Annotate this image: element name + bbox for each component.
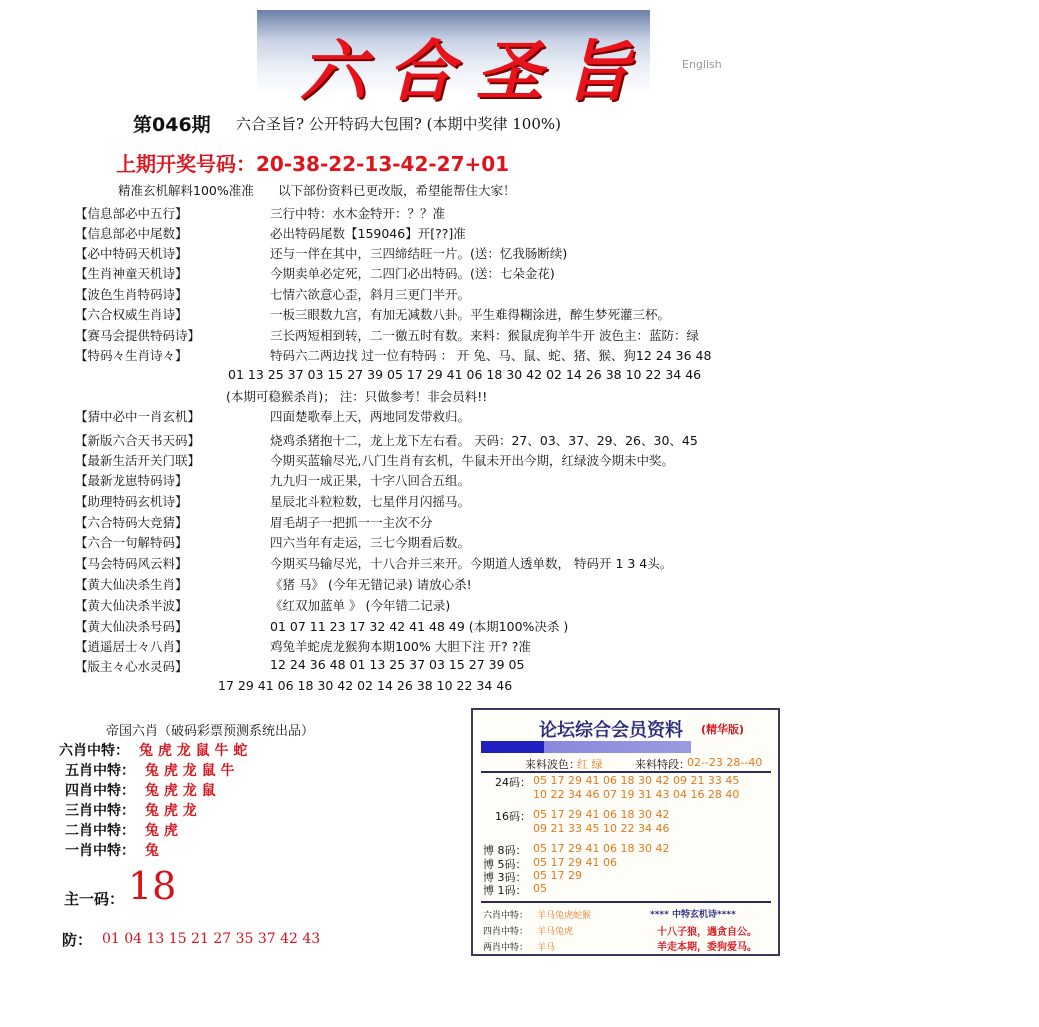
forum-line-label: 16码：	[495, 810, 531, 823]
zodiac-pick-label: 二肖中特：	[65, 823, 135, 839]
zodiac-pick-label: 一肖中特：	[65, 843, 135, 859]
tip-label: 【赛马会提供特码诗】	[75, 328, 201, 343]
forum-title: 论坛综合会员资料	[539, 720, 683, 741]
tip-value: 必出特码尾数【159046】开[??]准	[270, 226, 466, 241]
zodiac-pick-value: 兔 虎 龙 鼠 牛	[145, 763, 235, 779]
tip-label: 【信息部必中尾数】	[75, 226, 188, 241]
zodiac-pick-label: 五肖中特：	[65, 763, 135, 779]
tip-label: 【六合权威生肖诗】	[75, 307, 188, 322]
zodiac-pick-value: 兔 虎 龙 鼠	[145, 783, 216, 799]
tip-label: 【六合一句解特码】	[75, 535, 188, 550]
tip-value: 眉毛胡子一把抓一一主次不分	[270, 515, 433, 530]
tip-value: 一板三眼数九宫，有加无减数八卦。平生难得糊涂进，醉生梦死灌三杯。	[270, 307, 671, 322]
tip-label: 【黄大仙决杀生肖】	[75, 577, 188, 592]
tip-value: 四六当年有走运，三七今期看后数。	[270, 535, 471, 550]
forum-line-label: 博 8码：	[483, 844, 527, 857]
tip-label: 【马会特码风云料】	[75, 556, 188, 571]
tip-value: 17 29 41 06 18 30 42 02 14 26 38 10 22 34 46	[218, 678, 513, 693]
tip-value: 特码六二两边找 过一位有特码 ： 开 兔、马、鼠、蛇、猪、猴、狗12 24 36 48	[270, 348, 712, 363]
zodiac-pick-value: 兔 虎 龙	[145, 803, 197, 819]
color-bar	[481, 741, 691, 753]
english-link[interactable]: English	[682, 58, 722, 71]
tip-label: 【最新生活开关门联】	[75, 453, 201, 468]
tip-label: 【新版六合天书天码】	[75, 433, 201, 448]
guard-numbers: 01 04 13 15 21 27 35 37 42 43	[102, 931, 321, 947]
tip-value: 星辰北斗粒粒数，七星伴月闪摇马。	[270, 494, 471, 509]
main-number-label: 主一码：	[64, 890, 125, 908]
wave-label: 来料波色：	[525, 758, 580, 771]
forum-line-value: 05	[533, 882, 547, 895]
tip-value: 12 24 36 48 01 13 25 37 03 15 27 39 05	[270, 657, 525, 672]
last-draw-numbers: 上期开奖号码：20-38-22-13-42-27+01	[116, 152, 510, 176]
tip-value: 九九归一成正果，十字八回合五组。	[270, 473, 471, 488]
poem-line-2: 羊走本期，委狗爱马。	[657, 942, 757, 953]
poem-title: **** 中特玄机诗****	[650, 910, 736, 920]
tip-value: 四面楚歌奉上天，两地同发带救归。	[270, 409, 471, 424]
tip-label: 【逍遥居士々八肖】	[75, 639, 188, 654]
bottom-pick-label: 六肖中特：	[483, 911, 529, 921]
divider	[481, 901, 771, 903]
forum-line-label: 博 1码：	[483, 884, 527, 897]
issue-number: 第046期	[133, 114, 211, 136]
bottom-pick-label: 四肖中特：	[483, 927, 529, 937]
tip-label: 【六合特码大竞猜】	[75, 515, 188, 530]
forum-line-value: 05 17 29 41 06 18 30 42	[533, 808, 670, 821]
forum-line-value: 05 17 29	[533, 869, 582, 882]
tip-value: 三长两短相到转，二一徼五时有数。来料：猴鼠虎狗羊牛开 波色主：蓝防：绿	[270, 328, 699, 343]
main-number: 18	[128, 864, 177, 908]
bottom-pick-label: 两肖中特：	[483, 943, 529, 953]
segment-label: 来料特段：	[635, 758, 690, 771]
tip-value: (本期可稳猴杀肖)； 注：只做参考！非会员料!!	[226, 389, 488, 404]
bottom-pick-value: 羊马	[537, 943, 556, 953]
zodiac-pick-value: 兔	[145, 843, 159, 859]
forum-line-value: 05 17 29 41 06 18 30 42	[533, 842, 670, 855]
zodiac-pick-label: 六肖中特：	[59, 743, 129, 759]
tip-value: 今期买蓝输尽光,八门生肖有玄机，牛鼠未开出今期，红绿波今期未中奖。	[270, 453, 674, 468]
zodiac-pick-value: 兔 虎	[145, 823, 178, 839]
tip-label: 【最新龙崽特码诗】	[75, 473, 188, 488]
tip-label: 【生肖神童天机诗】	[75, 266, 188, 281]
tip-value: 还与一伴在其中，三四缔结旺一片。(送：忆我肠断续)	[270, 246, 568, 261]
forum-member-box	[471, 708, 780, 956]
headline: 六合圣旨? 公开特码大包围? (本期中奖律 100%)	[236, 115, 561, 133]
forum-edition: (精华版)	[701, 723, 745, 736]
tip-label: 【特码々生肖诗々】	[75, 348, 188, 363]
tip-value: 01 07 11 23 17 32 42 41 48 49 (本期100%决杀 )	[270, 619, 569, 634]
tip-label: 【黄大仙决杀号码】	[75, 619, 188, 634]
tip-value: 《猪 马》 (今年无错记录) 请放心杀!	[270, 577, 472, 592]
dynasty-title: 帝国六肖（破码彩票预测系统出品）	[106, 724, 315, 739]
tip-label: 【黄大仙决杀半波】	[75, 598, 188, 613]
tip-value: 今期卖单必定死，二四门必出特码。(送：七朵金花)	[270, 266, 555, 281]
tip-label: 【助理特码玄机诗】	[75, 494, 188, 509]
forum-line-value: 10 22 34 46 07 19 31 43 04 16 28 40	[533, 788, 740, 801]
tip-value: 01 13 25 37 03 15 27 39 05 17 29 41 06 18 30 42 02 14 26 38 10 22 34 46	[228, 367, 702, 382]
tip-label: 【版主々心水灵码】	[75, 659, 188, 674]
forum-line-label: 博 3码：	[483, 871, 527, 884]
wave-value: 红 绿	[577, 758, 603, 771]
bottom-pick-value: 羊马兔虎蛇猴	[537, 911, 592, 921]
tip-value: 今期买马输尽光，十八合并三来开。今期道人透单数， 特码开 1 3 4头。	[270, 556, 673, 571]
zodiac-pick-label: 三肖中特：	[65, 803, 135, 819]
tip-value: 七情六欲意心歪，斜月三更门半开。	[270, 287, 471, 302]
forum-line-value: 05 17 29 41 06 18 30 42 09 21 33 45	[533, 774, 740, 787]
bottom-pick-value: 羊马兔虎	[537, 927, 574, 937]
tip-label: 【信息部必中五行】	[75, 206, 188, 221]
tip-value: 烧鸡杀猪抱十二，龙上龙下左右看。 天码：27、03、37、29、26、30、45	[270, 433, 698, 448]
tip-value: 三行中特：水木金特开：？？准	[270, 206, 446, 221]
intro-left: 精准玄机解料100%准准	[118, 183, 254, 198]
tip-value: 鸡兔羊蛇虎龙猴狗本期100% 大胆下注 开? ?准	[270, 639, 531, 654]
divider	[481, 771, 771, 773]
zodiac-pick-value: 兔 虎 龙 鼠 牛 蛇	[139, 743, 248, 759]
forum-line-label: 博 5码：	[483, 858, 527, 871]
tip-label: 【猜中必中一肖玄机】	[75, 409, 201, 424]
logo: 六合圣旨	[300, 32, 652, 110]
forum-line-label: 24码：	[495, 776, 531, 789]
segment-value: 02--23 28--40	[687, 756, 763, 769]
tip-value: 《红双加蓝单 》 (今年错二记录)	[270, 598, 451, 613]
forum-line-value: 09 21 33 45 10 22 34 46	[533, 822, 670, 835]
intro-right: 以下部份资料已更改版，希望能帮住大家！	[278, 183, 516, 198]
forum-line-value: 05 17 29 41 06	[533, 856, 617, 869]
guard-label: 防：	[62, 931, 93, 949]
zodiac-pick-label: 四肖中特：	[65, 783, 135, 799]
poem-line-1: 十八子狼，遇贪自公。	[657, 927, 757, 938]
tip-label: 【波色生肖特码诗】	[75, 287, 188, 302]
tip-label: 【必中特码天机诗】	[75, 246, 188, 261]
